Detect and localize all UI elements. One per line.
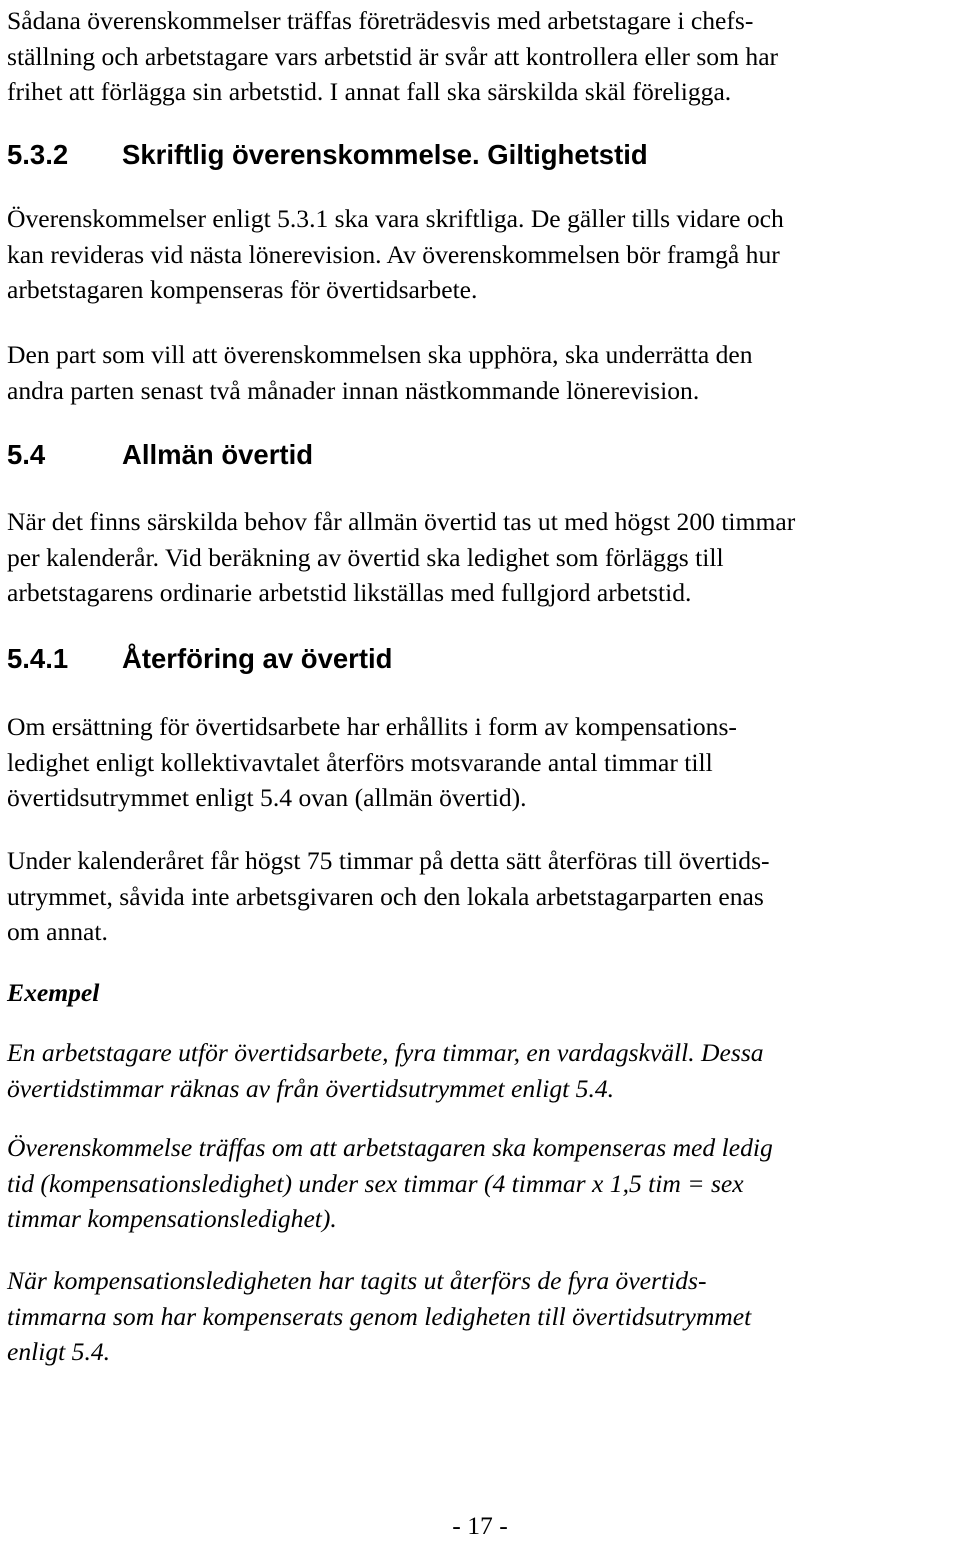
section-number: 5.3.2 — [7, 139, 69, 170]
text-line: timmarna som har kompenserats genom ledigheten till övertidsutrymmet — [7, 1301, 752, 1331]
text-line: timmar kompensationsledighet). — [7, 1204, 337, 1233]
example-paragraph — [7, 1263, 751, 1370]
text-line: ledighet enligt kollektivavtalet återförs motsvarande antal timmar till — [7, 747, 713, 777]
text-line: andra parten senast två månader innan nästkommande lönerevision. — [7, 375, 700, 405]
text-line: En arbetstagare utför övertidsarbete, fyra timmar, en vardagskväll. Dessa — [7, 1038, 764, 1067]
text-line: arbetstagarens ordinarie arbetstid likställas med fullgjord arbetstid. — [7, 578, 692, 607]
text-line: Sådana överenskommelser träffas företrädesvis med arbetstagare i chefs- — [7, 6, 754, 35]
section-title: Allmän övertid — [122, 439, 314, 470]
text-line: ställning och arbetstagare vars arbetstid är svår att kontrollera eller som har — [7, 41, 779, 71]
paragraph — [7, 843, 770, 950]
text-line: Under kalenderåret får högst 75 timmar på detta sätt återföras till övertids- — [7, 846, 770, 875]
text-line: Överenskommelser enligt 5.3.1 ska vara skriftliga. De gäller tills vidare och — [7, 204, 784, 233]
text-line: övertidstimmar räknas av från övertidsutrymmet enligt 5.4. — [7, 1073, 615, 1103]
paragraph — [7, 201, 784, 308]
text-line: utrymmet, såvida inte arbetsgivaren och den lokala arbetstagarparten enas — [7, 881, 764, 911]
section-heading-5-4-1 — [7, 641, 392, 677]
intro-paragraph — [7, 3, 778, 110]
text-line: tid (kompensationsledighet) under sex timmar (4 timmar x 1,5 tim = sex — [7, 1168, 744, 1198]
text-line: frihet att förlägga sin arbetstid. I annat fall ska särskilda skäl föreligga. — [7, 77, 732, 106]
section-title: Återföring av övertid — [122, 643, 393, 674]
text-line: Om ersättning för övertidsarbete har erhållits i form av kompensations- — [7, 712, 737, 741]
example-heading — [7, 975, 99, 1011]
paragraph — [7, 504, 795, 611]
paragraph — [7, 709, 737, 816]
text-line: arbetstagaren kompenseras för övertidsarbete. — [7, 275, 478, 304]
section-title: Skriftlig överenskommelse. Giltighetstid — [122, 139, 648, 170]
text-line: Överenskommelse träffas om att arbetstagaren ska kompenseras med ledig — [7, 1133, 773, 1162]
section-number: 5.4.1 — [7, 643, 69, 674]
example-paragraph — [7, 1035, 764, 1106]
text-line: övertidsutrymmet enligt 5.4 ovan (allmän övertid). — [7, 783, 527, 812]
example-paragraph — [7, 1130, 773, 1237]
text-line: kan revideras vid nästa lönerevision. Av överenskommelsen bör framgå hur — [7, 239, 780, 269]
section-heading-5-3-2 — [7, 137, 648, 173]
paragraph — [7, 337, 753, 408]
text-line: om annat. — [7, 917, 108, 946]
text-line: Exempel — [7, 978, 100, 1007]
page-number: - 17 - — [452, 1511, 508, 1540]
text-line: När kompensationsledigheten har tagits ut återförs de fyra övertids- — [7, 1266, 707, 1295]
text-line: per kalenderår. Vid beräkning av övertid ska ledighet som förläggs till — [7, 542, 724, 572]
text-line: När det finns särskilda behov får allmän övertid tas ut med högst 200 timmar — [7, 507, 796, 536]
section-heading-5-4 — [7, 437, 313, 473]
text-line: Den part som vill att överenskommelsen ska upphöra, ska underrätta den — [7, 340, 753, 369]
text-line: enligt 5.4. — [7, 1337, 111, 1366]
section-number: 5.4 — [7, 439, 46, 470]
